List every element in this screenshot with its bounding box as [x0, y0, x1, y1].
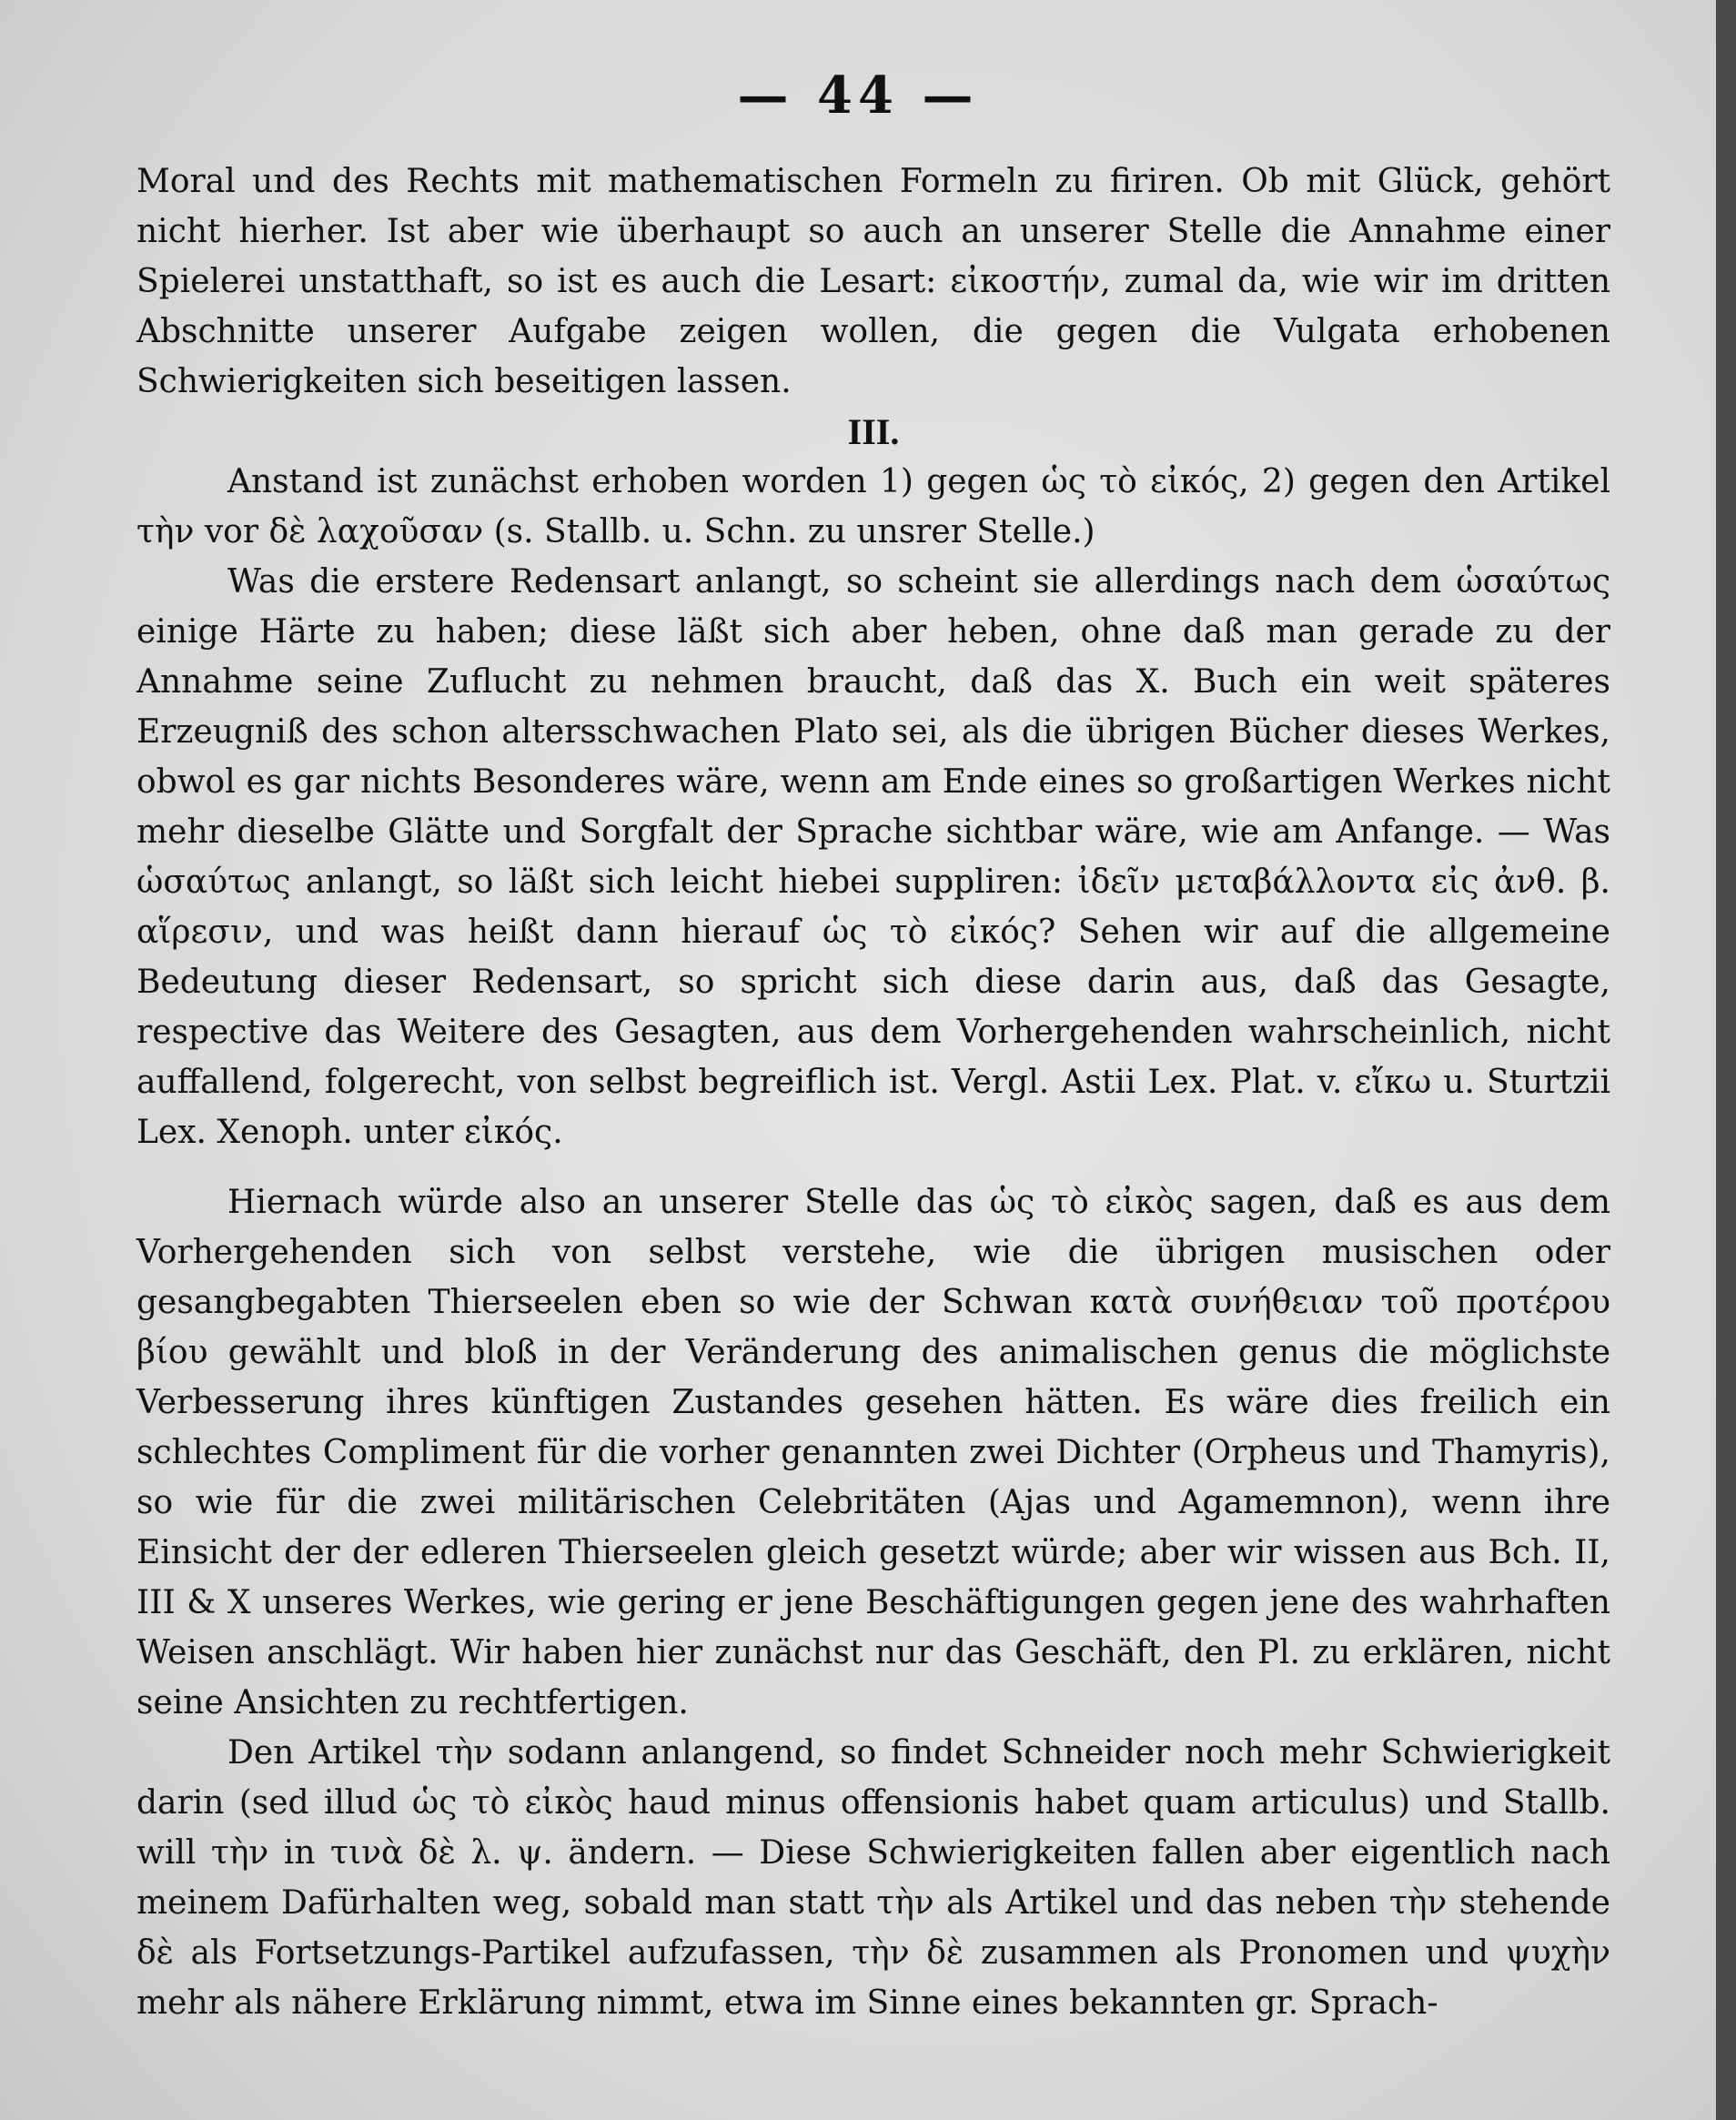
- paragraph: Hiernach würde also an unserer Stelle das ὡς τὸ εἰκὸς sagen, daß es aus dem Vorhergehenden sich von selbst verstehe, wie die übrigen musischen oder gesangbegabten Thierseelen eben so wie der Schwan κατὰ συνήθειαν τοῦ προτέρου βίου gewählt und bloß in der Veränderung des animalischen genus die möglichste Verbesserung ihres künftigen Zustandes gesehen hätten. Es wäre dies freilich ein schlechtes Compliment für die vorher genannten zwei Dichter (Orpheus und Thamyris), so wie für die zwei militärischen Celebritäten (Ajas und Agamemnon), wenn ihre Einsicht der der edleren Thierseelen gleich gesetzt würde; aber wir wissen aus Bch. II, III & X unseres Werkes, wie gering er jene Beschäftigungen gegen jene des wahrhaften Weisen anschlägt. Wir haben hier zunächst nur das Geschäft, den Pl. zu erklären, nicht seine Ansichten zu rechtfertigen.: [136, 1184, 1610, 1721]
- paragraph: Den Artikel τὴν sodann anlangend, so findet Schneider noch mehr Schwierigkeit darin (sed illud ὡς τὸ εἰκὸς haud minus offensionis habet quam articulus) und Stallb. will τὴν in τινὰ δὲ λ. ψ. ändern. — Diese Schwierigkeiten fallen aber eigentlich nach meinem Dafürhalten weg, sobald man statt τὴν als Artikel und das neben τὴν stehende δὲ als Fortsetzungs-Partikel aufzufassen, τὴν δὲ zusammen als Pronomen und ψυχὴν mehr als nähere Erklärung nimmt, etwa im Sinne eines bekannten gr. Sprach-: [136, 1734, 1610, 2022]
- paragraph: Was die erstere Redensart anlangt, so scheint sie allerdings nach dem ὡσαύτως einige Härte zu haben; diese läßt sich aber heben, ohne daß man gerade zu der Annahme seine Zuflucht zu nehmen braucht, daß das X. Buch ein weit späteres Erzeugniß des schon altersschwachen Plato sei, als die übrigen Bücher dieses Werkes, obwol es gar nichts Besonderes wäre, wenn am Ende eines so großartigen Werkes nicht mehr dieselbe Glätte und Sorgfalt der Sprache sichtbar wäre, wie am Anfange. — Was ὡσαύτως anlangt, so läßt sich leicht hiebei suppliren: ἰδεῖν μεταβάλλοντα εἰς ἀνθ. β. αἵρεσιν, und was heißt dann hierauf ὡς τὸ εἰκός? Sehen wir auf die allgemeine Bedeutung dieser Redensart, so spricht sich diese darin aus, daß das Gesagte, respective das Weitere des Gesagten, aus dem Vorhergehenden wahrscheinlich, nicht auffallend, folgerecht, von selbst begreiflich ist. Vergl. Astii Lex. Plat. v. εἴκω u. Sturtzii Lex. Xenoph. unter εἰκός.: [136, 563, 1610, 1151]
- paragraph: Moral und des Rechts mit mathematischen Formeln zu firiren. Ob mit Glück, gehört nicht hierher. Ist aber wie überhaupt so auch an unserer Stelle die Annahme einer Spielerei unstatthaft, so ist es auch die Lesart: εἰκοστήν, zumal da, wie wir im dritten Abschnitte unserer Aufgabe zeigen wollen, die gegen die Vulgata erhobenen Schwierigkeiten sich beseitigen lassen.: [136, 163, 1610, 400]
- paragraph: Anstand ist zunächst erhoben worden 1) gegen ὡς τὸ εἰκός, 2) gegen den Artikel τὴν vor δὲ λαχοῦσαν (s. Stallb. u. Schn. zu unsrer Stelle.): [136, 463, 1610, 550]
- section-heading: III.: [847, 411, 900, 452]
- body-text: [136, 156, 1610, 2028]
- page-number: — 44 —: [737, 66, 979, 126]
